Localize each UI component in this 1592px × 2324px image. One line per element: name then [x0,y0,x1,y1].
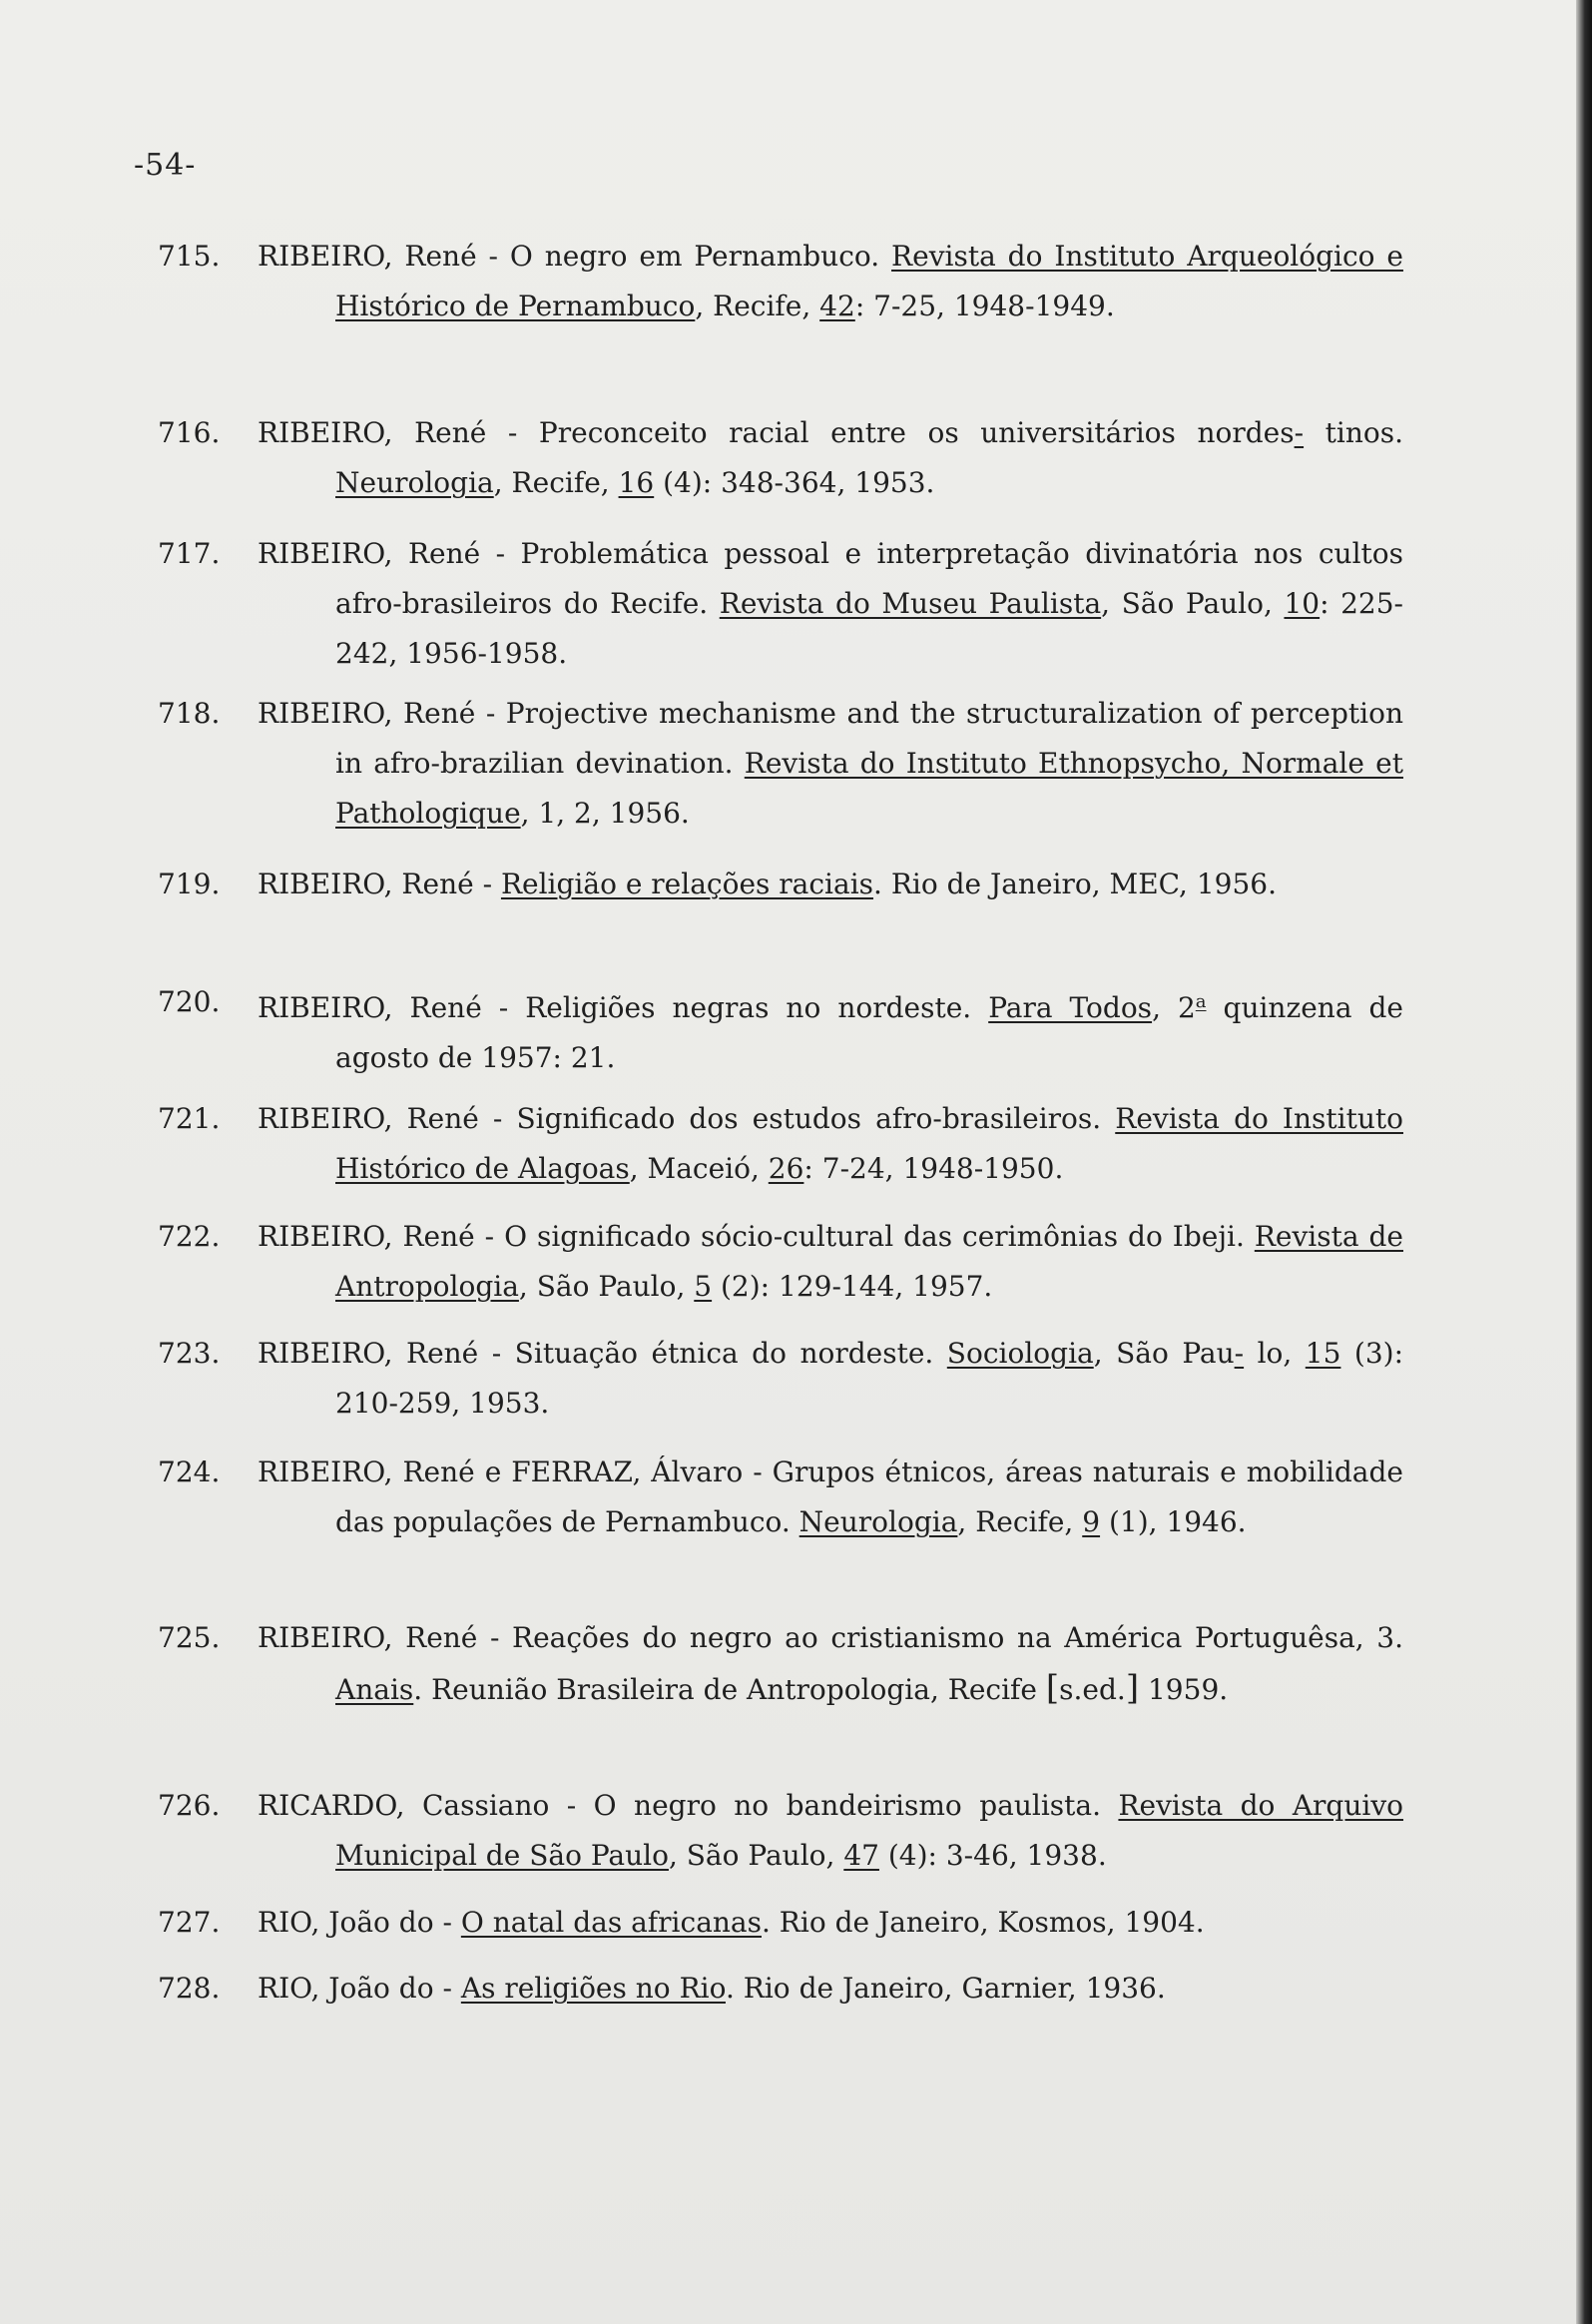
entry-text-segment: RIBEIRO, René - O negro em Pernambuco. [258,240,892,273]
entry-number: 719. [158,868,221,900]
entry-number: 717. [158,537,221,570]
entry-text-segment: 1959. [1139,1673,1229,1706]
entry-text-segment: . Reunião Brasileira de Antropologia, Recife [413,1673,1046,1706]
entry-text-segment: RIBEIRO, René - Preconceito racial entre os universitários nordes [258,416,1295,449]
entry-text-segment: , São Paulo, [1101,587,1285,620]
entry-text-segment: , 1, 2, 1956. [520,797,690,830]
underlined-title: Para Todos [988,991,1153,1024]
underlined-title: Neurologia [798,1505,958,1538]
entry-text-segment: . Rio de Janeiro, Garnier, 1936. [725,1972,1166,2005]
entry-text-segment: (3): 210-259, 1953. [335,1337,1403,1420]
entry-number: 715. [158,240,221,273]
entry-number: 728. [158,1972,221,2005]
underlined-title: Revista do Instituto Histórico de Alagoas [335,1102,1403,1185]
underlined-title: Neurologia [335,466,494,499]
entry-text [158,1094,1403,1194]
entry-text [158,1898,1403,1948]
underlined-title: 10 [1284,587,1321,620]
entry-text-segment: , São Paulo, [668,1839,844,1872]
entry-text [158,1329,1403,1429]
entry-text [158,1964,1403,2014]
underlined-title: - [1294,416,1305,449]
underlined-title: As religiões no Rio [460,1972,726,2005]
underlined-title: 5 [694,1270,713,1303]
entry-text-segment: RIBEIRO, René - Problemática pessoal e interpretação divinatória nos cultos afro-brasileiros do Recife. [258,537,1403,620]
entry-text-segment: s.ed. [1059,1673,1126,1706]
entry-number: 725. [158,1621,221,1654]
entry-text-segment: , 2 [1152,991,1196,1024]
entry-text-segment: (2): 129-144, 1957. [712,1270,993,1303]
entry-text-segment: RIBEIRO, René e FERRAZ, Álvaro - Grupos étnicos, áreas naturais e mobilidade das populações de Pernambuco. [258,1455,1403,1538]
entry-text-segment: : 7-24, 1948-1950. [803,1152,1064,1185]
entry-text-segment: , São Paulo, [518,1270,695,1303]
entry-text-segment: RIBEIRO, René - [258,868,501,900]
underlined-title: 42 [819,290,855,322]
underlined-title: Sociologia [946,1337,1094,1370]
entry-text-segment: . Rio de Janeiro, MEC, 1956. [873,868,1278,900]
entry-number: 726. [158,1789,221,1822]
underlined-title: 16 [618,466,655,499]
entry-text [158,977,1403,1083]
underlined-title: 9 [1082,1505,1101,1538]
entry-text-segment: RIBEIRO, René - Projective mechanisme and the structuralization of perception in afro-brazilian devination. [258,697,1403,780]
underlined-title: 15 [1305,1337,1341,1370]
entry-text-segment: RIBEIRO, René - Situação étnica do nordeste. [258,1337,947,1370]
entry-text-segment: quinzena de agosto de 1957: 21. [335,991,1404,1074]
entry-number: 723. [158,1337,221,1370]
underlined-title: Revista do Museu Paulista [719,587,1102,620]
entry-text [158,408,1403,508]
entry-number: 721. [158,1102,221,1135]
entry-number: 720. [158,985,221,1018]
entry-text-segment: lo, [1244,1337,1306,1370]
entry-text-segment: , Recife, [957,1505,1083,1538]
underlined-title: O natal das africanas [460,1906,762,1939]
page-edge-shadow [1576,0,1592,2324]
entry-text-segment: RIBEIRO, René - Significado dos estudos afro-brasileiros. [258,1102,1116,1135]
entry-text [158,529,1403,679]
page-number: -54- [134,148,197,183]
entry-text [158,860,1403,909]
underlined-title: 26 [768,1152,804,1185]
entry-text-segment: RIBEIRO, René - Reações do negro ao cristianismo na América Portuguêsa, 3. [258,1621,1403,1654]
underlined-title: Revista do Arquivo Municipal de São Paulo [335,1789,1404,1872]
entry-text-segment: , Recife, [493,466,619,499]
entry-text-segment: , Maceió, [629,1152,769,1185]
entry-text-segment: RIO, João do - [258,1972,461,2005]
entry-text [158,1781,1403,1881]
entry-number: 727. [158,1906,221,1939]
entry-text-segment: tinos. [1304,416,1403,449]
entry-text [158,689,1403,839]
superscript-ordinal: a [1195,991,1207,1012]
entry-text [158,232,1403,331]
entry-number: 722. [158,1220,221,1253]
entry-text [158,1212,1403,1312]
underlined-title: - [1234,1337,1245,1370]
underlined-title: Revista de Antropologia [335,1220,1403,1303]
entry-text-segment: : 225-242, 1956-1958. [335,587,1403,670]
entry-text-segment: RICARDO, Cassiano - O negro no bandeirismo paulista. [258,1789,1119,1822]
entry-text-segment: RIO, João do - [258,1906,461,1939]
entry-text-segment: RIBEIRO, René - O significado sócio-cultural das cerimônias do Ibeji. [258,1220,1255,1253]
bracket-mark: [ [1045,1668,1060,1708]
entry-text-segment: (4): 348-364, 1953. [654,466,935,499]
entry-number: 724. [158,1455,221,1488]
entry-number: 718. [158,697,221,730]
entry-text-segment: : 7-25, 1948-1949. [854,290,1115,322]
entry-text [158,1613,1403,1715]
entry-text-segment: , Recife, [695,290,820,322]
entry-text-segment: . Rio de Janeiro, Kosmos, 1904. [761,1906,1205,1939]
underlined-title: Anais [335,1673,414,1706]
entry-number: 716. [158,416,221,449]
underlined-title: Revista do Instituto Ethnopsycho, Normale et Pathologique [335,747,1403,830]
underlined-title: 47 [843,1839,879,1872]
bracket-mark: ] [1125,1668,1140,1708]
underlined-title: Revista do Instituto Arqueológico e Histórico de Pernambuco [335,240,1403,322]
entry-text-segment: (1), 1946. [1100,1505,1247,1538]
underlined-title: Religião e relações raciais [500,868,874,900]
entry-text-segment: RIBEIRO, René - Religiões negras no nordeste. [258,991,989,1024]
entry-text-segment: , São Pau [1093,1337,1235,1370]
entry-text-segment: (4): 3-46, 1938. [878,1839,1107,1872]
entry-text [158,1448,1403,1547]
